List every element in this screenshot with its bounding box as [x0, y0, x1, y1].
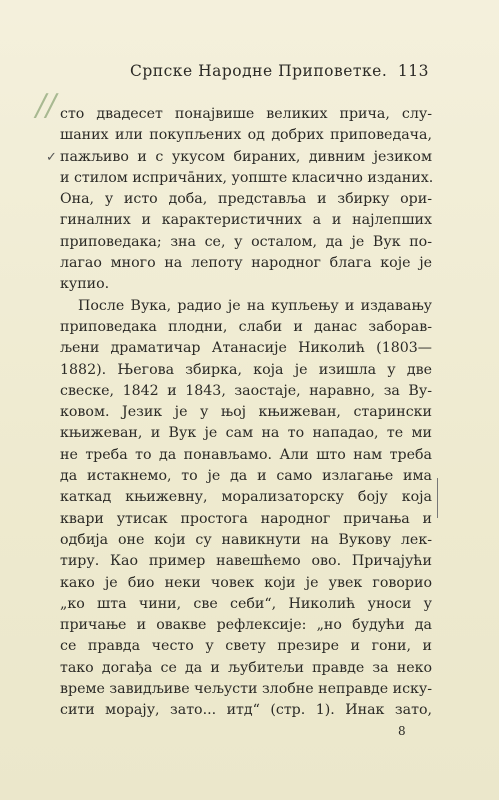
- text-line: тиру. Као пример навешћемо ово. Причајући: [60, 553, 432, 570]
- margin-pencil-line: [437, 478, 438, 518]
- text-line: шаних или покупљених од добрих приповедача,: [60, 127, 432, 144]
- pencil-check-mark: ✓: [46, 150, 57, 165]
- text-line: време завидљиве чељусти злобне неправде иску-: [60, 681, 433, 698]
- text-line: приповедака плодни, слаби и данас заборав-: [60, 318, 432, 335]
- text-line: Она, у исто доба, представља и збирку ори-: [60, 191, 432, 208]
- text-line: и стилом исприча̄них, уопште класично изданих.: [60, 169, 434, 186]
- text-line: лагао много на лепоту народног блага које је: [60, 255, 432, 272]
- text-line: ковом. Језик је у њој књижеван, старински: [60, 404, 432, 421]
- text-line: како је био неки човек који је увек говорио: [60, 574, 432, 591]
- text-line: сто двадесет понајвише великих прича, слу-: [60, 106, 432, 122]
- text-line: књижеван, и Вук је сам на то нападао, те ми: [60, 425, 432, 442]
- running-title: Српске Народне Приповетке.: [130, 62, 388, 80]
- text-line: квари утисак простога народног причања и: [60, 510, 432, 527]
- text-line: После Вука, радио је на купљењу и издавању: [78, 297, 432, 314]
- text-line: „ко шта чини, све себи“, Николић уноси у: [60, 595, 432, 612]
- text-line: сити морају, зато... итд“ (стр. 1). Инак зато,: [60, 702, 432, 719]
- text-line: 1882). Његова збирка, која је изишла у две: [60, 361, 432, 378]
- text-line: пажљиво и с укусом бираних, дивним језиком: [60, 148, 432, 165]
- text-line: се правда често у свету презире и гони, и: [60, 638, 432, 655]
- body-text: [60, 104, 432, 722]
- text-line: тако догађа се да и љубитељи правде за неко: [60, 659, 432, 676]
- signature-mark: 8: [398, 724, 406, 738]
- text-line: причање и овакве рефлексије: „но будући да: [60, 617, 432, 634]
- text-line: љени драматичар Атанасије Николић (1803—: [60, 340, 432, 357]
- text-line: свеске, 1842 и 1843, заостаје, наравно, за Ву-: [60, 382, 432, 399]
- text-line: купио.: [60, 276, 110, 293]
- text-line: каткад књижевну, морализаторску боју која: [60, 489, 432, 506]
- text-line: да истакнемо, то је да и само излагање има: [60, 468, 432, 485]
- text-line: гиналних и карактеристичних а и најлепших: [60, 212, 432, 229]
- text-line: приповедака; зна се, у осталом, да је Вук по-: [60, 233, 432, 250]
- text-line: одбија оне који су навикнути на Вукову лек-: [60, 531, 432, 548]
- page-number: 113: [397, 62, 429, 80]
- text-line: не треба то да понављамо. Али што нам треба: [60, 446, 432, 463]
- pencil-mark: //: [36, 88, 57, 123]
